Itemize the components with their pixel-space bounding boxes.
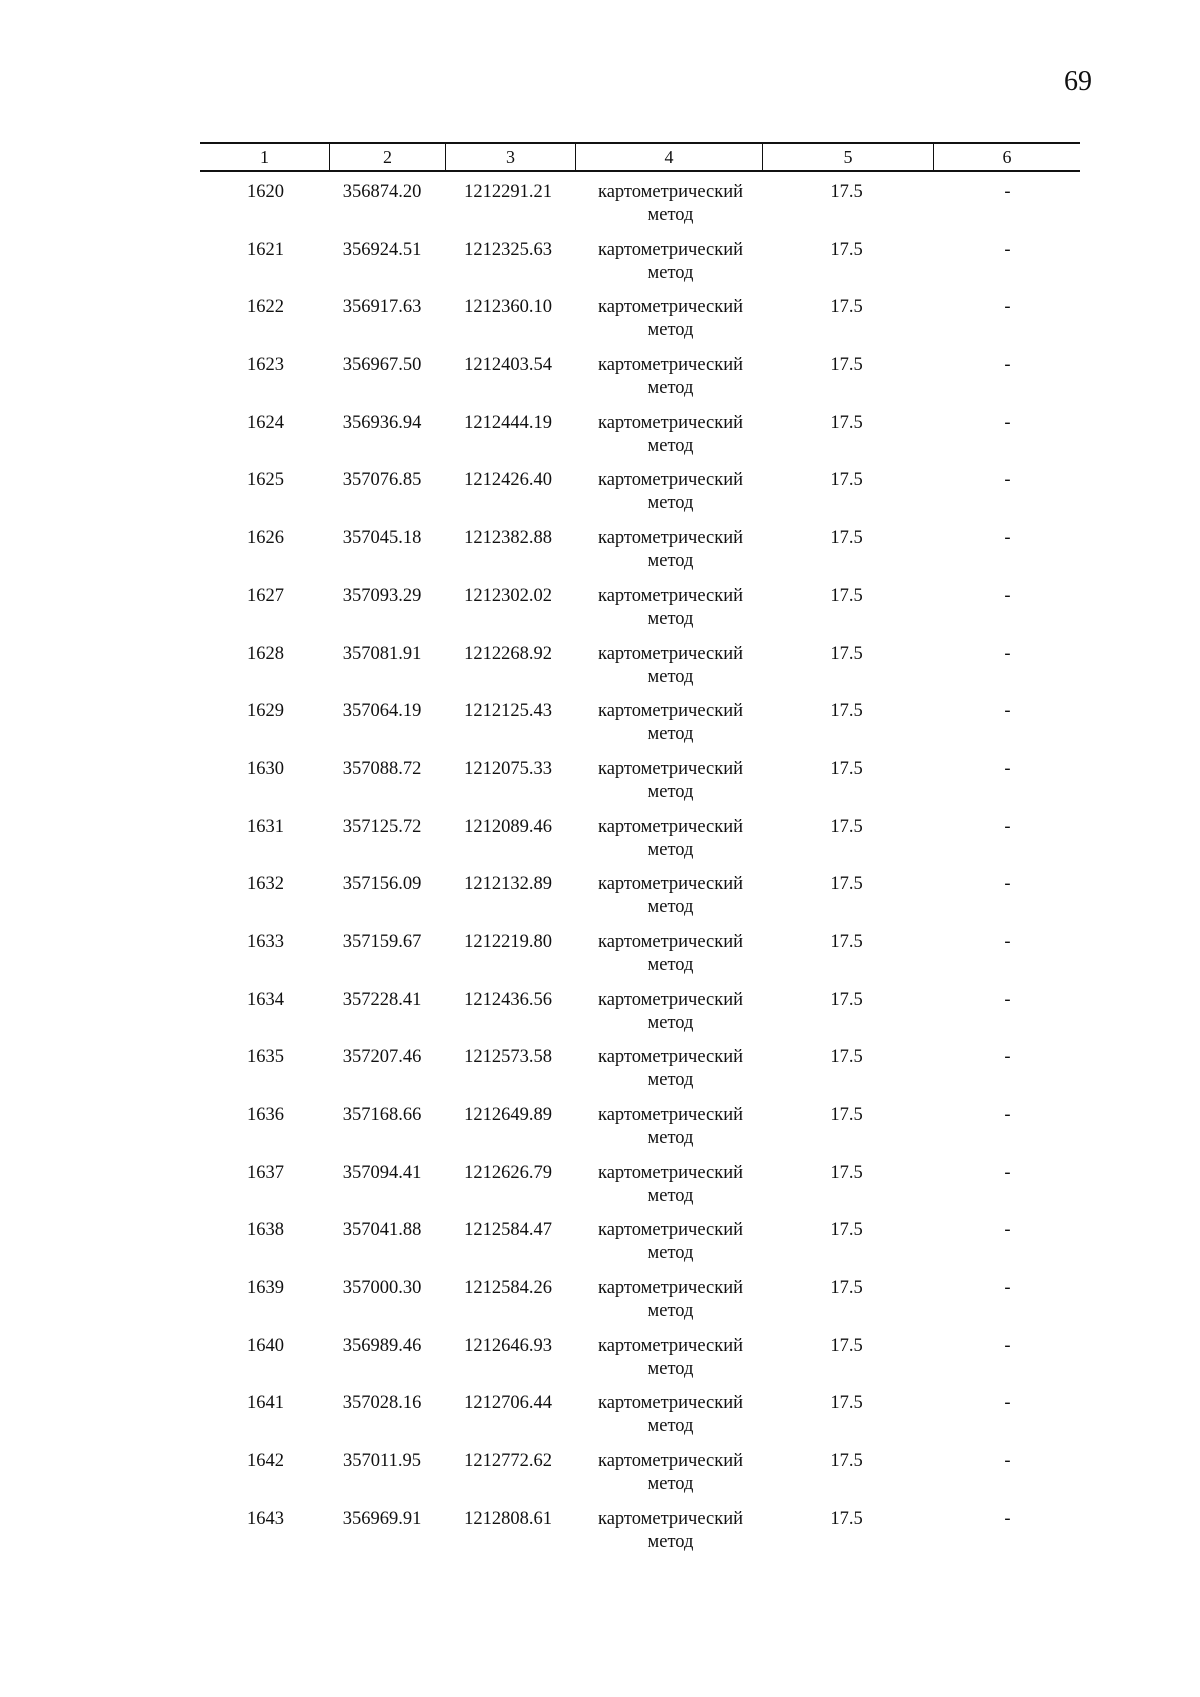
x-coordinate-cell: 356989.46 — [342, 1335, 422, 1356]
accuracy-cell: 17.5 — [830, 1508, 863, 1529]
method-line1: картометрический — [597, 1335, 744, 1356]
note-cell: - — [1004, 1278, 1011, 1299]
table-row — [200, 239, 1080, 297]
column-header: 4 — [575, 144, 762, 170]
x-coordinate-cell: 357156.09 — [342, 874, 422, 895]
method-line1: картометрический — [597, 931, 744, 952]
table-row — [200, 296, 1080, 354]
x-coordinate-cell: 357159.67 — [342, 931, 422, 952]
accuracy-cell: 17.5 — [830, 239, 863, 260]
method-line2: метод — [647, 1358, 694, 1379]
point-number-cell: 1642 — [247, 1451, 284, 1472]
note-cell: - — [1004, 239, 1011, 260]
method-line2: метод — [647, 1531, 694, 1552]
table-row — [200, 873, 1080, 931]
y-coordinate-cell: 1212573.58 — [464, 1047, 552, 1068]
x-coordinate-cell: 357000.30 — [342, 1278, 422, 1299]
table-row — [200, 1104, 1080, 1162]
method-cell — [575, 1104, 762, 1162]
accuracy-cell: 17.5 — [830, 1105, 863, 1125]
note-cell: - — [1004, 1047, 1011, 1068]
method-line2: метод — [647, 1301, 694, 1322]
y-coordinate-cell: 1212436.56 — [464, 989, 552, 1010]
point-number-cell: 1623 — [247, 355, 284, 376]
method-cell — [575, 239, 762, 297]
point-number-cell: 1624 — [247, 412, 284, 433]
table-row — [200, 469, 1080, 527]
accuracy-cell: 17.5 — [830, 1047, 863, 1068]
accuracy-cell: 17.5 — [830, 931, 863, 952]
note-cell: - — [1004, 1393, 1011, 1414]
method-line2: метод — [647, 839, 694, 860]
table-row — [200, 1162, 1080, 1220]
y-coordinate-cell: 1212646.93 — [464, 1335, 552, 1356]
method-cell — [575, 1450, 762, 1508]
point-number-cell: 1635 — [247, 1047, 284, 1068]
method-line1: картометрический — [597, 1451, 744, 1472]
method-line2: метод — [647, 1185, 694, 1206]
note-cell: - — [1004, 758, 1011, 779]
table-row — [200, 527, 1080, 585]
method-line1: картометрический — [597, 470, 744, 491]
method-line1: картометрический — [597, 1278, 744, 1299]
table-row — [200, 354, 1080, 412]
note-cell: - — [1004, 874, 1011, 895]
method-cell — [575, 1277, 762, 1335]
page-number: 69 — [1064, 66, 1092, 97]
note-cell: - — [1004, 585, 1011, 606]
y-coordinate-cell: 1212302.02 — [464, 585, 552, 606]
y-coordinate-cell: 1212426.40 — [464, 470, 552, 491]
column-header: 1 — [260, 146, 269, 167]
method-cell — [575, 873, 762, 931]
note-cell: - — [1004, 1220, 1011, 1241]
point-number-cell: 1637 — [247, 1162, 284, 1183]
point-number-cell: 1643 — [247, 1508, 284, 1529]
table-body — [200, 181, 1080, 1566]
y-coordinate-cell: 1212219.80 — [464, 931, 552, 952]
method-cell — [575, 585, 762, 643]
method-line2: метод — [647, 1070, 694, 1091]
method-cell — [575, 1162, 762, 1220]
x-coordinate-cell: 356936.94 — [342, 412, 422, 433]
method-line1: картометрический — [597, 758, 744, 779]
method-cell — [575, 181, 762, 239]
method-line1: картометрический — [597, 874, 744, 895]
method-cell — [575, 989, 762, 1047]
note-cell: - — [1004, 1105, 1011, 1125]
table-row — [200, 989, 1080, 1047]
column-header: 6 — [933, 144, 1080, 170]
y-coordinate-cell: 1212808.61 — [464, 1508, 552, 1529]
note-cell: - — [1004, 1335, 1011, 1356]
method-cell — [575, 758, 762, 816]
x-coordinate-cell: 357081.91 — [342, 643, 422, 664]
method-line2: метод — [647, 1416, 694, 1437]
method-line2: метод — [647, 1128, 694, 1148]
method-line2: метод — [647, 724, 694, 745]
accuracy-cell: 17.5 — [830, 1162, 863, 1183]
table-row — [200, 412, 1080, 470]
note-cell: - — [1004, 1162, 1011, 1183]
coordinates-table — [200, 142, 1080, 1566]
x-coordinate-cell: 357125.72 — [342, 816, 422, 837]
table-row — [200, 1450, 1080, 1508]
note-cell: - — [1004, 1451, 1011, 1472]
table-header — [200, 142, 1080, 172]
note-cell: - — [1004, 1508, 1011, 1529]
method-cell — [575, 296, 762, 354]
y-coordinate-cell: 1212089.46 — [464, 816, 552, 837]
method-line1: картометрический — [597, 412, 744, 433]
point-number-cell: 1640 — [247, 1335, 284, 1356]
method-cell — [575, 412, 762, 470]
accuracy-cell: 17.5 — [830, 1278, 863, 1299]
accuracy-cell: 17.5 — [830, 989, 863, 1010]
table-row — [200, 1508, 1080, 1566]
x-coordinate-cell: 357228.41 — [342, 989, 422, 1010]
method-cell — [575, 1508, 762, 1566]
y-coordinate-cell: 1212626.79 — [464, 1162, 552, 1183]
method-line2: метод — [647, 608, 694, 629]
method-line1: картометрический — [597, 182, 744, 202]
note-cell: - — [1004, 470, 1011, 491]
point-number-cell: 1632 — [247, 874, 284, 895]
method-line2: метод — [647, 262, 694, 283]
accuracy-cell: 17.5 — [830, 701, 863, 722]
note-cell: - — [1004, 355, 1011, 376]
table-row — [200, 1277, 1080, 1335]
y-coordinate-cell: 1212706.44 — [464, 1393, 552, 1414]
point-number-cell: 1627 — [247, 585, 284, 606]
y-coordinate-cell: 1212444.19 — [464, 412, 552, 433]
column-header: 3 — [445, 144, 575, 170]
accuracy-cell: 17.5 — [830, 1451, 863, 1472]
method-line1: картометрический — [597, 1393, 744, 1414]
accuracy-cell: 17.5 — [830, 758, 863, 779]
accuracy-cell: 17.5 — [830, 528, 863, 549]
method-cell — [575, 816, 762, 874]
accuracy-cell: 17.5 — [830, 182, 863, 202]
method-cell — [575, 469, 762, 527]
x-coordinate-cell: 357093.29 — [342, 585, 422, 606]
method-cell — [575, 931, 762, 989]
y-coordinate-cell: 1212772.62 — [464, 1451, 552, 1472]
x-coordinate-cell: 357168.66 — [342, 1105, 422, 1125]
method-line1: картометрический — [597, 1508, 744, 1529]
point-number-cell: 1621 — [247, 239, 284, 260]
method-cell — [575, 1392, 762, 1450]
y-coordinate-cell: 1212125.43 — [464, 701, 552, 722]
x-coordinate-cell: 357207.46 — [342, 1047, 422, 1068]
method-line2: метод — [647, 205, 694, 225]
y-coordinate-cell: 1212382.88 — [464, 528, 552, 549]
y-coordinate-cell: 1212132.89 — [464, 874, 552, 895]
column-header: 2 — [329, 144, 445, 170]
point-number-cell: 1622 — [247, 297, 284, 318]
accuracy-cell: 17.5 — [830, 412, 863, 433]
accuracy-cell: 17.5 — [830, 643, 863, 664]
point-number-cell: 1633 — [247, 931, 284, 952]
point-number-cell: 1636 — [247, 1105, 284, 1125]
accuracy-cell: 17.5 — [830, 470, 863, 491]
method-line1: картометрический — [597, 585, 744, 606]
note-cell: - — [1004, 989, 1011, 1010]
y-coordinate-cell: 1212649.89 — [464, 1105, 552, 1125]
method-cell — [575, 1335, 762, 1393]
table-row — [200, 643, 1080, 701]
table-row — [200, 816, 1080, 874]
point-number-cell: 1641 — [247, 1393, 284, 1414]
x-coordinate-cell: 357028.16 — [342, 1393, 422, 1414]
point-number-cell: 1620 — [247, 182, 284, 202]
method-line1: картометрический — [597, 701, 744, 722]
point-number-cell: 1625 — [247, 470, 284, 491]
method-cell — [575, 1219, 762, 1277]
y-coordinate-cell: 1212360.10 — [464, 297, 552, 318]
x-coordinate-cell: 357011.95 — [343, 1451, 421, 1472]
accuracy-cell: 17.5 — [830, 874, 863, 895]
accuracy-cell: 17.5 — [830, 297, 863, 318]
method-line2: метод — [647, 897, 694, 918]
point-number-cell: 1634 — [247, 989, 284, 1010]
y-coordinate-cell: 1212403.54 — [464, 355, 552, 376]
method-cell — [575, 354, 762, 412]
point-number-cell: 1626 — [247, 528, 284, 549]
method-line2: метод — [647, 1243, 694, 1264]
x-coordinate-cell: 357088.72 — [342, 758, 422, 779]
method-line2: метод — [647, 378, 694, 399]
method-line2: метод — [647, 320, 694, 341]
y-coordinate-cell: 1212325.63 — [464, 239, 552, 260]
table-row — [200, 931, 1080, 989]
accuracy-cell: 17.5 — [830, 1393, 863, 1414]
table-row — [200, 700, 1080, 758]
accuracy-cell: 17.5 — [830, 1220, 863, 1241]
method-cell — [575, 643, 762, 701]
x-coordinate-cell: 357094.41 — [342, 1162, 422, 1183]
method-cell — [575, 527, 762, 585]
note-cell: - — [1004, 528, 1011, 549]
table-row — [200, 1046, 1080, 1104]
method-line1: картометрический — [597, 239, 744, 260]
method-line1: картометрический — [597, 1047, 744, 1068]
method-cell — [575, 700, 762, 758]
table-row — [200, 585, 1080, 643]
accuracy-cell: 17.5 — [830, 816, 863, 837]
x-coordinate-cell: 356969.91 — [342, 1508, 422, 1529]
table-row — [200, 758, 1080, 816]
method-line1: картометрический — [597, 989, 744, 1010]
table-row — [200, 181, 1080, 239]
method-line1: картометрический — [597, 816, 744, 837]
y-coordinate-cell: 1212584.26 — [464, 1278, 552, 1299]
method-line1: картометрический — [597, 643, 744, 664]
x-coordinate-cell: 357045.18 — [342, 528, 422, 549]
y-coordinate-cell: 1212291.21 — [464, 182, 552, 202]
x-coordinate-cell: 357064.19 — [342, 701, 422, 722]
method-line2: метод — [647, 493, 694, 514]
note-cell: - — [1004, 643, 1011, 664]
method-line2: метод — [647, 1474, 694, 1495]
point-number-cell: 1639 — [247, 1278, 284, 1299]
point-number-cell: 1628 — [247, 643, 284, 664]
table-row — [200, 1219, 1080, 1277]
note-cell: - — [1004, 701, 1011, 722]
method-line2: метод — [647, 435, 694, 456]
y-coordinate-cell: 1212584.47 — [464, 1220, 552, 1241]
x-coordinate-cell: 356924.51 — [342, 239, 422, 260]
method-line1: картометрический — [597, 1162, 744, 1183]
accuracy-cell: 17.5 — [830, 355, 863, 376]
method-line1: картометрический — [597, 355, 744, 376]
y-coordinate-cell: 1212268.92 — [464, 643, 552, 664]
x-coordinate-cell: 356917.63 — [342, 297, 422, 318]
note-cell: - — [1004, 182, 1011, 202]
table-row — [200, 1335, 1080, 1393]
note-cell: - — [1004, 931, 1011, 952]
point-number-cell: 1629 — [247, 701, 284, 722]
method-line2: метод — [647, 781, 694, 802]
method-line1: картометрический — [597, 297, 744, 318]
note-cell: - — [1004, 412, 1011, 433]
x-coordinate-cell: 356874.20 — [342, 182, 422, 202]
method-line2: метод — [647, 551, 694, 572]
note-cell: - — [1004, 297, 1011, 318]
x-coordinate-cell: 357076.85 — [342, 470, 422, 491]
point-number-cell: 1638 — [247, 1220, 284, 1241]
method-line2: метод — [647, 666, 694, 687]
accuracy-cell: 17.5 — [830, 585, 863, 606]
note-cell: - — [1004, 816, 1011, 837]
x-coordinate-cell: 357041.88 — [342, 1220, 422, 1241]
method-line1: картометрический — [597, 1220, 744, 1241]
accuracy-cell: 17.5 — [830, 1335, 863, 1356]
method-line1: картометрический — [597, 528, 744, 549]
method-line2: метод — [647, 954, 694, 975]
method-line1: картометрический — [597, 1105, 744, 1125]
point-number-cell: 1631 — [247, 816, 284, 837]
method-line2: метод — [647, 1012, 694, 1033]
y-coordinate-cell: 1212075.33 — [464, 758, 552, 779]
table-row — [200, 1392, 1080, 1450]
column-header: 5 — [762, 144, 933, 170]
point-number-cell: 1630 — [247, 758, 284, 779]
method-cell — [575, 1046, 762, 1104]
x-coordinate-cell: 356967.50 — [342, 355, 422, 376]
